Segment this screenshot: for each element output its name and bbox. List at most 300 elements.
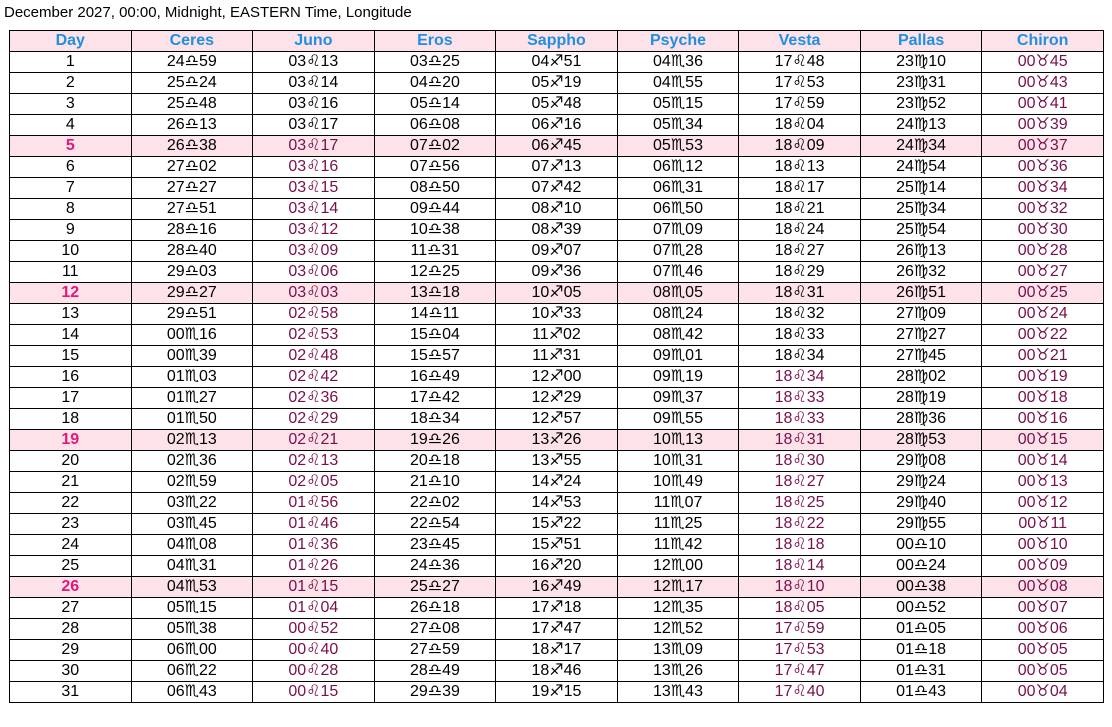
- cell-vesta: 18♌09: [739, 136, 861, 157]
- cell-psyche: 05♏34: [617, 115, 739, 136]
- cell-psyche: 10♏31: [617, 451, 739, 472]
- cell-juno: 00♌40: [253, 640, 375, 661]
- cell-psyche: 09♏37: [617, 388, 739, 409]
- cell-eros: 13♎18: [374, 283, 496, 304]
- cell-ceres: 26♎13: [131, 115, 253, 136]
- cell-sappho: 07♐42: [496, 178, 618, 199]
- cell-eros: 07♎02: [374, 136, 496, 157]
- cell-vesta: 18♌14: [739, 556, 861, 577]
- cell-eros: 20♎18: [374, 451, 496, 472]
- cell-vesta: 18♌25: [739, 493, 861, 514]
- cell-chiron: 00♉30: [982, 220, 1104, 241]
- column-header-ceres: Ceres: [131, 31, 253, 52]
- cell-eros: 09♎44: [374, 199, 496, 220]
- column-header-chiron: Chiron: [982, 31, 1104, 52]
- cell-pallas: 27♍09: [860, 304, 982, 325]
- cell-pallas: 24♍54: [860, 157, 982, 178]
- cell-pallas: 29♍40: [860, 493, 982, 514]
- cell-pallas: 29♍08: [860, 451, 982, 472]
- cell-vesta: 18♌34: [739, 346, 861, 367]
- table-row: [10, 115, 1104, 136]
- table-row: [10, 346, 1104, 367]
- day-cell: 6: [10, 157, 132, 178]
- cell-juno: 02♌13: [253, 451, 375, 472]
- table-row: [10, 367, 1104, 388]
- cell-eros: 07♎56: [374, 157, 496, 178]
- cell-juno: 02♌48: [253, 346, 375, 367]
- cell-eros: 04♎20: [374, 73, 496, 94]
- cell-sappho: 15♐22: [496, 514, 618, 535]
- cell-eros: 23♎45: [374, 535, 496, 556]
- cell-vesta: 18♌33: [739, 409, 861, 430]
- day-cell: 19: [10, 430, 132, 451]
- cell-ceres: 29♎27: [131, 283, 253, 304]
- cell-pallas: 23♍10: [860, 52, 982, 73]
- cell-chiron: 00♉06: [982, 619, 1104, 640]
- table-row: [10, 157, 1104, 178]
- table-row: [10, 262, 1104, 283]
- cell-eros: 14♎11: [374, 304, 496, 325]
- cell-vesta: 18♌13: [739, 157, 861, 178]
- table-row: [10, 94, 1104, 115]
- cell-sappho: 14♐24: [496, 472, 618, 493]
- table-row: [10, 136, 1104, 157]
- cell-eros: 17♎42: [374, 388, 496, 409]
- cell-eros: 22♎54: [374, 514, 496, 535]
- cell-ceres: 29♎51: [131, 304, 253, 325]
- cell-vesta: 18♌33: [739, 325, 861, 346]
- cell-juno: 00♌15: [253, 682, 375, 703]
- day-cell: 9: [10, 220, 132, 241]
- cell-pallas: 23♍31: [860, 73, 982, 94]
- day-cell: 11: [10, 262, 132, 283]
- cell-psyche: 11♏07: [617, 493, 739, 514]
- header-row: [10, 31, 1104, 52]
- cell-ceres: 26♎38: [131, 136, 253, 157]
- cell-chiron: 00♉37: [982, 136, 1104, 157]
- cell-psyche: 11♏25: [617, 514, 739, 535]
- cell-chiron: 00♉22: [982, 325, 1104, 346]
- cell-pallas: 27♍45: [860, 346, 982, 367]
- table-row: [10, 619, 1104, 640]
- day-cell: 29: [10, 640, 132, 661]
- cell-sappho: 08♐10: [496, 199, 618, 220]
- cell-chiron: 00♉27: [982, 262, 1104, 283]
- cell-vesta: 18♌33: [739, 388, 861, 409]
- cell-chiron: 00♉18: [982, 388, 1104, 409]
- column-header-pallas: Pallas: [860, 31, 982, 52]
- cell-eros: 11♎31: [374, 241, 496, 262]
- cell-eros: 28♎49: [374, 661, 496, 682]
- cell-sappho: 07♐13: [496, 157, 618, 178]
- table-body: [10, 52, 1104, 703]
- cell-juno: 03♌12: [253, 220, 375, 241]
- cell-vesta: 18♌32: [739, 304, 861, 325]
- cell-vesta: 18♌31: [739, 283, 861, 304]
- cell-ceres: 24♎59: [131, 52, 253, 73]
- cell-chiron: 00♉36: [982, 157, 1104, 178]
- cell-vesta: 17♌47: [739, 661, 861, 682]
- cell-sappho: 05♐48: [496, 94, 618, 115]
- cell-chiron: 00♉28: [982, 241, 1104, 262]
- cell-juno: 00♌52: [253, 619, 375, 640]
- table-row: [10, 304, 1104, 325]
- cell-sappho: 15♐51: [496, 535, 618, 556]
- cell-juno: 03♌16: [253, 94, 375, 115]
- cell-sappho: 12♐00: [496, 367, 618, 388]
- cell-juno: 03♌14: [253, 199, 375, 220]
- cell-sappho: 11♐31: [496, 346, 618, 367]
- cell-eros: 19♎26: [374, 430, 496, 451]
- cell-ceres: 04♏53: [131, 577, 253, 598]
- cell-eros: 18♎34: [374, 409, 496, 430]
- cell-sappho: 13♐26: [496, 430, 618, 451]
- cell-chiron: 00♉34: [982, 178, 1104, 199]
- cell-juno: 01♌15: [253, 577, 375, 598]
- cell-psyche: 13♏43: [617, 682, 739, 703]
- column-header-psyche: Psyche: [617, 31, 739, 52]
- cell-sappho: 14♐53: [496, 493, 618, 514]
- cell-ceres: 06♏22: [131, 661, 253, 682]
- cell-sappho: 10♐05: [496, 283, 618, 304]
- cell-psyche: 05♏53: [617, 136, 739, 157]
- cell-pallas: 28♍53: [860, 430, 982, 451]
- cell-ceres: 00♏16: [131, 325, 253, 346]
- cell-pallas: 01♎18: [860, 640, 982, 661]
- cell-pallas: 01♎43: [860, 682, 982, 703]
- cell-pallas: 28♍02: [860, 367, 982, 388]
- cell-vesta: 17♌53: [739, 73, 861, 94]
- cell-vesta: 18♌31: [739, 430, 861, 451]
- cell-ceres: 02♏59: [131, 472, 253, 493]
- day-cell: 2: [10, 73, 132, 94]
- cell-sappho: 09♐07: [496, 241, 618, 262]
- cell-juno: 02♌21: [253, 430, 375, 451]
- table-row: [10, 598, 1104, 619]
- cell-psyche: 13♏26: [617, 661, 739, 682]
- cell-sappho: 06♐16: [496, 115, 618, 136]
- cell-eros: 26♎18: [374, 598, 496, 619]
- cell-vesta: 18♌05: [739, 598, 861, 619]
- cell-pallas: 29♍24: [860, 472, 982, 493]
- cell-juno: 01♌04: [253, 598, 375, 619]
- cell-eros: 05♎14: [374, 94, 496, 115]
- cell-chiron: 00♉12: [982, 493, 1104, 514]
- column-header-day: Day: [10, 31, 132, 52]
- day-cell: 31: [10, 682, 132, 703]
- table-row: [10, 451, 1104, 472]
- table-row: [10, 556, 1104, 577]
- day-cell: 17: [10, 388, 132, 409]
- cell-ceres: 05♏38: [131, 619, 253, 640]
- cell-chiron: 00♉13: [982, 472, 1104, 493]
- cell-sappho: 16♐49: [496, 577, 618, 598]
- cell-psyche: 09♏01: [617, 346, 739, 367]
- cell-vesta: 18♌30: [739, 451, 861, 472]
- cell-chiron: 00♉45: [982, 52, 1104, 73]
- cell-chiron: 00♉15: [982, 430, 1104, 451]
- cell-juno: 02♌58: [253, 304, 375, 325]
- cell-juno: 01♌36: [253, 535, 375, 556]
- cell-ceres: 27♎02: [131, 157, 253, 178]
- cell-chiron: 00♉08: [982, 577, 1104, 598]
- cell-ceres: 02♏36: [131, 451, 253, 472]
- cell-sappho: 17♐18: [496, 598, 618, 619]
- cell-juno: 02♌36: [253, 388, 375, 409]
- cell-vesta: 18♌29: [739, 262, 861, 283]
- cell-psyche: 09♏55: [617, 409, 739, 430]
- cell-chiron: 00♉25: [982, 283, 1104, 304]
- cell-ceres: 01♏50: [131, 409, 253, 430]
- cell-chiron: 00♉19: [982, 367, 1104, 388]
- cell-psyche: 10♏49: [617, 472, 739, 493]
- cell-pallas: 26♍32: [860, 262, 982, 283]
- cell-ceres: 00♏39: [131, 346, 253, 367]
- cell-ceres: 25♎24: [131, 73, 253, 94]
- cell-vesta: 18♌24: [739, 220, 861, 241]
- cell-chiron: 00♉41: [982, 94, 1104, 115]
- cell-sappho: 10♐33: [496, 304, 618, 325]
- table-row: [10, 535, 1104, 556]
- cell-eros: 27♎59: [374, 640, 496, 661]
- cell-juno: 03♌14: [253, 73, 375, 94]
- day-cell: 27: [10, 598, 132, 619]
- day-cell: 18: [10, 409, 132, 430]
- table-row: [10, 283, 1104, 304]
- cell-vesta: 17♌48: [739, 52, 861, 73]
- day-cell: 16: [10, 367, 132, 388]
- cell-juno: 00♌28: [253, 661, 375, 682]
- day-cell: 22: [10, 493, 132, 514]
- cell-psyche: 08♏42: [617, 325, 739, 346]
- cell-psyche: 07♏46: [617, 262, 739, 283]
- column-header-juno: Juno: [253, 31, 375, 52]
- cell-psyche: 04♏55: [617, 73, 739, 94]
- table-row: [10, 388, 1104, 409]
- cell-sappho: 11♐02: [496, 325, 618, 346]
- day-cell: 24: [10, 535, 132, 556]
- cell-juno: 03♌16: [253, 157, 375, 178]
- cell-ceres: 28♎40: [131, 241, 253, 262]
- cell-psyche: 13♏09: [617, 640, 739, 661]
- cell-chiron: 00♉05: [982, 661, 1104, 682]
- day-cell: 8: [10, 199, 132, 220]
- column-header-sappho: Sappho: [496, 31, 618, 52]
- cell-juno: 03♌15: [253, 178, 375, 199]
- cell-pallas: 00♎10: [860, 535, 982, 556]
- cell-psyche: 08♏24: [617, 304, 739, 325]
- page-title: December 2027, 00:00, Midnight, EASTERN Time, Longitude: [4, 4, 412, 21]
- cell-eros: 15♎04: [374, 325, 496, 346]
- table-row: [10, 493, 1104, 514]
- cell-ceres: 05♏15: [131, 598, 253, 619]
- cell-psyche: 06♏50: [617, 199, 739, 220]
- cell-psyche: 08♏05: [617, 283, 739, 304]
- cell-sappho: 09♐36: [496, 262, 618, 283]
- cell-ceres: 27♎27: [131, 178, 253, 199]
- table-row: [10, 514, 1104, 535]
- cell-vesta: 17♌40: [739, 682, 861, 703]
- cell-pallas: 28♍19: [860, 388, 982, 409]
- day-cell: 25: [10, 556, 132, 577]
- table-row: [10, 199, 1104, 220]
- day-cell: 1: [10, 52, 132, 73]
- cell-psyche: 07♏09: [617, 220, 739, 241]
- cell-chiron: 00♉16: [982, 409, 1104, 430]
- table-row: [10, 52, 1104, 73]
- table-row: [10, 682, 1104, 703]
- cell-eros: 08♎50: [374, 178, 496, 199]
- cell-chiron: 00♉39: [982, 115, 1104, 136]
- ephemeris-table: [9, 30, 1104, 703]
- cell-eros: 27♎08: [374, 619, 496, 640]
- cell-chiron: 00♉21: [982, 346, 1104, 367]
- cell-chiron: 00♉04: [982, 682, 1104, 703]
- cell-eros: 03♎25: [374, 52, 496, 73]
- table-row: [10, 640, 1104, 661]
- cell-psyche: 04♏36: [617, 52, 739, 73]
- cell-psyche: 12♏00: [617, 556, 739, 577]
- cell-ceres: 03♏22: [131, 493, 253, 514]
- day-cell: 21: [10, 472, 132, 493]
- cell-psyche: 07♏28: [617, 241, 739, 262]
- cell-eros: 12♎25: [374, 262, 496, 283]
- cell-chiron: 00♉07: [982, 598, 1104, 619]
- cell-ceres: 02♏13: [131, 430, 253, 451]
- cell-juno: 02♌05: [253, 472, 375, 493]
- cell-sappho: 13♐55: [496, 451, 618, 472]
- cell-vesta: 18♌34: [739, 367, 861, 388]
- day-cell: 30: [10, 661, 132, 682]
- day-cell: 14: [10, 325, 132, 346]
- cell-sappho: 06♐45: [496, 136, 618, 157]
- table-row: [10, 241, 1104, 262]
- cell-vesta: 17♌59: [739, 619, 861, 640]
- cell-pallas: 26♍13: [860, 241, 982, 262]
- column-header-eros: Eros: [374, 31, 496, 52]
- cell-psyche: 05♏15: [617, 94, 739, 115]
- cell-pallas: 00♎38: [860, 577, 982, 598]
- cell-pallas: 28♍36: [860, 409, 982, 430]
- cell-sappho: 12♐29: [496, 388, 618, 409]
- day-cell: 23: [10, 514, 132, 535]
- cell-vesta: 18♌18: [739, 535, 861, 556]
- cell-chiron: 00♉24: [982, 304, 1104, 325]
- cell-pallas: 27♍27: [860, 325, 982, 346]
- cell-chiron: 00♉43: [982, 73, 1104, 94]
- cell-sappho: 16♐20: [496, 556, 618, 577]
- table-row: [10, 661, 1104, 682]
- day-cell: 15: [10, 346, 132, 367]
- cell-sappho: 04♐51: [496, 52, 618, 73]
- cell-pallas: 25♍54: [860, 220, 982, 241]
- cell-pallas: 26♍51: [860, 283, 982, 304]
- cell-eros: 22♎02: [374, 493, 496, 514]
- cell-juno: 03♌17: [253, 136, 375, 157]
- table-row: [10, 577, 1104, 598]
- day-cell: 28: [10, 619, 132, 640]
- day-cell: 4: [10, 115, 132, 136]
- table-row: [10, 220, 1104, 241]
- cell-pallas: 00♎52: [860, 598, 982, 619]
- cell-chiron: 00♉14: [982, 451, 1104, 472]
- cell-pallas: 25♍34: [860, 199, 982, 220]
- cell-vesta: 18♌04: [739, 115, 861, 136]
- cell-psyche: 12♏17: [617, 577, 739, 598]
- day-cell: 5: [10, 136, 132, 157]
- table-row: [10, 178, 1104, 199]
- cell-vesta: 17♌59: [739, 94, 861, 115]
- cell-psyche: 09♏19: [617, 367, 739, 388]
- cell-ceres: 25♎48: [131, 94, 253, 115]
- cell-juno: 02♌53: [253, 325, 375, 346]
- table-row: [10, 325, 1104, 346]
- table-row: [10, 73, 1104, 94]
- day-cell: 12: [10, 283, 132, 304]
- column-header-vesta: Vesta: [739, 31, 861, 52]
- cell-psyche: 06♏31: [617, 178, 739, 199]
- cell-eros: 21♎10: [374, 472, 496, 493]
- cell-juno: 03♌09: [253, 241, 375, 262]
- cell-sappho: 05♐19: [496, 73, 618, 94]
- cell-ceres: 04♏08: [131, 535, 253, 556]
- cell-chiron: 00♉11: [982, 514, 1104, 535]
- day-cell: 7: [10, 178, 132, 199]
- cell-ceres: 04♏31: [131, 556, 253, 577]
- cell-chiron: 00♉09: [982, 556, 1104, 577]
- day-cell: 3: [10, 94, 132, 115]
- cell-psyche: 11♏42: [617, 535, 739, 556]
- cell-eros: 24♎36: [374, 556, 496, 577]
- cell-juno: 02♌42: [253, 367, 375, 388]
- table-row: [10, 430, 1104, 451]
- cell-ceres: 03♏45: [131, 514, 253, 535]
- cell-eros: 06♎08: [374, 115, 496, 136]
- cell-eros: 25♎27: [374, 577, 496, 598]
- cell-juno: 03♌06: [253, 262, 375, 283]
- cell-ceres: 29♎03: [131, 262, 253, 283]
- day-cell: 20: [10, 451, 132, 472]
- cell-juno: 02♌29: [253, 409, 375, 430]
- cell-vesta: 18♌17: [739, 178, 861, 199]
- cell-chiron: 00♉32: [982, 199, 1104, 220]
- cell-eros: 29♎39: [374, 682, 496, 703]
- cell-pallas: 25♍14: [860, 178, 982, 199]
- cell-vesta: 18♌27: [739, 241, 861, 262]
- day-cell: 13: [10, 304, 132, 325]
- table-row: [10, 472, 1104, 493]
- cell-ceres: 28♎16: [131, 220, 253, 241]
- table-row: [10, 409, 1104, 430]
- cell-pallas: 00♎24: [860, 556, 982, 577]
- cell-vesta: 17♌53: [739, 640, 861, 661]
- cell-sappho: 17♐47: [496, 619, 618, 640]
- cell-sappho: 18♐46: [496, 661, 618, 682]
- cell-ceres: 27♎51: [131, 199, 253, 220]
- cell-eros: 15♎57: [374, 346, 496, 367]
- cell-chiron: 00♉05: [982, 640, 1104, 661]
- cell-vesta: 18♌10: [739, 577, 861, 598]
- cell-juno: 03♌13: [253, 52, 375, 73]
- cell-ceres: 01♏27: [131, 388, 253, 409]
- cell-vesta: 18♌22: [739, 514, 861, 535]
- cell-juno: 01♌46: [253, 514, 375, 535]
- cell-ceres: 06♏43: [131, 682, 253, 703]
- cell-juno: 03♌17: [253, 115, 375, 136]
- cell-juno: 01♌56: [253, 493, 375, 514]
- cell-pallas: 01♎31: [860, 661, 982, 682]
- cell-pallas: 24♍34: [860, 136, 982, 157]
